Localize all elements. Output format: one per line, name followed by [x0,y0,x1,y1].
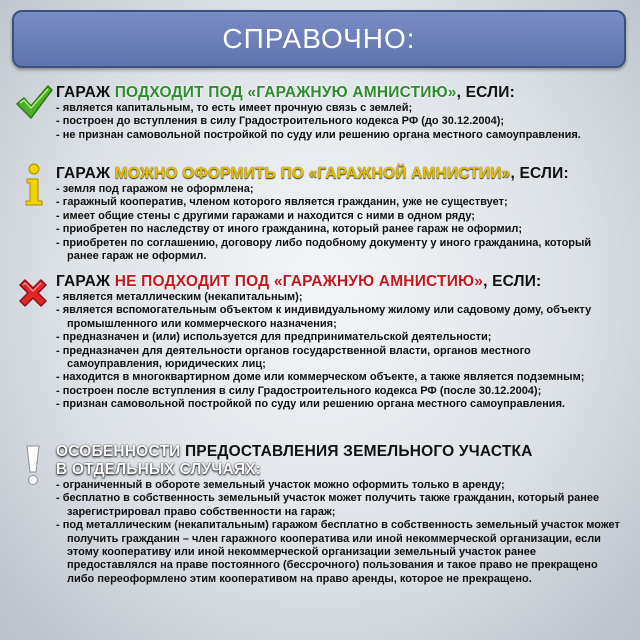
list-item: - приобретен по наследству от иного гражданина, который ранее гараж не оформил; [56,223,622,236]
list-item: - гаражный кооператив, членом которого является гражданин, уже не существует; [56,196,622,209]
list-item: - построен до вступления в силу Градостроительного кодекса РФ (до 30.12.2004); [56,115,622,128]
list-item: - находится в многоквартирном доме или коммерческом объекте, а также является подземным; [56,371,622,384]
checkmark-icon [14,82,54,122]
cross-icon [16,276,50,310]
section-heading-features-line2: В ОТДЕЛЬНЫХ СЛУЧАЯХ: [56,461,262,478]
list-item: - предназначен для деятельности органов государственной власти, органов местного самоуправления, юридических лиц; [56,345,622,372]
section-heading-possible: ГАРАЖ МОЖНО ОФОРМИТЬ ПО «ГАРАЖНОЙ АМНИСТИИ», ЕСЛИ: [56,165,569,182]
banner-title: СПРАВОЧНО: [222,23,416,54]
section-heading-features: ОСОБЕННОСТИ ПРЕДОСТАВЛЕНИЯ ЗЕМЕЛЬНОГО УЧАСТКА [56,443,533,460]
list-item: - является металлическим (некапитальным); [56,291,622,304]
features-list [56,479,622,586]
info-icon [22,163,46,207]
list-item: - бесплатно в собственность земельный участок может получить также гражданин, который ранее зарегистрировал право собственности на гараж; [56,492,622,519]
section-heading-not-eligible: ГАРАЖ НЕ ПОДХОДИТ ПОД «ГАРАЖНУЮ АМНИСТИЮ», ЕСЛИ: [56,273,542,290]
list-item: - имеет общие стены с другими гаражами и находится с ними в одном ряду; [56,210,622,223]
list-item: - земля под гаражом не оформлена; [56,183,622,196]
list-item: - является вспомогательным объектом к индивидуальному жилому или садовому дому, объекту промышленного или коммерческого назначения; [56,304,622,331]
exclamation-icon [24,444,42,486]
section-heading-eligible: ГАРАЖ ПОДХОДИТ ПОД «ГАРАЖНУЮ АМНИСТИЮ», ЕСЛИ: [56,84,515,101]
header-banner [12,10,626,68]
not-eligible-conditions-list [56,291,622,412]
list-item: - предназначен и (или) используется для предпринимательской деятельности; [56,331,622,344]
list-item: - построен после вступления в силу Градостроительного кодекса РФ (после 30.12.2004); [56,385,622,398]
possible-conditions-list [56,183,622,263]
list-item: - является капитальным, то есть имеет прочную связь с землей; [56,102,622,115]
eligible-conditions-list [56,102,622,142]
list-item: - под металлическим (некапитальным) гаражом бесплатно в собственность земельный участок может получить гражданин – член гаражного кооператива или иной некоммерческой организации, если этому кооперативу или иной некоммерческой организации земельный участок ранее предоставлялся на праве постоянного (бессрочного) пользования и такое право не прекращено либо переоформлено этим кооперативом на право аренды, которое не прекращено. [56,519,622,586]
list-item: - не признан самовольной постройкой по суду или решению органа местного самоуправления. [56,129,622,142]
list-item: - ограниченный в обороте земельный участок можно оформить только в аренду; [56,479,622,492]
list-item: - приобретен по соглашению, договору либо подобному документу у иного гражданина, который ранее гараж не оформил. [56,237,622,264]
list-item: - признан самовольной постройкой по суду или решению органа местного самоуправления. [56,398,622,411]
